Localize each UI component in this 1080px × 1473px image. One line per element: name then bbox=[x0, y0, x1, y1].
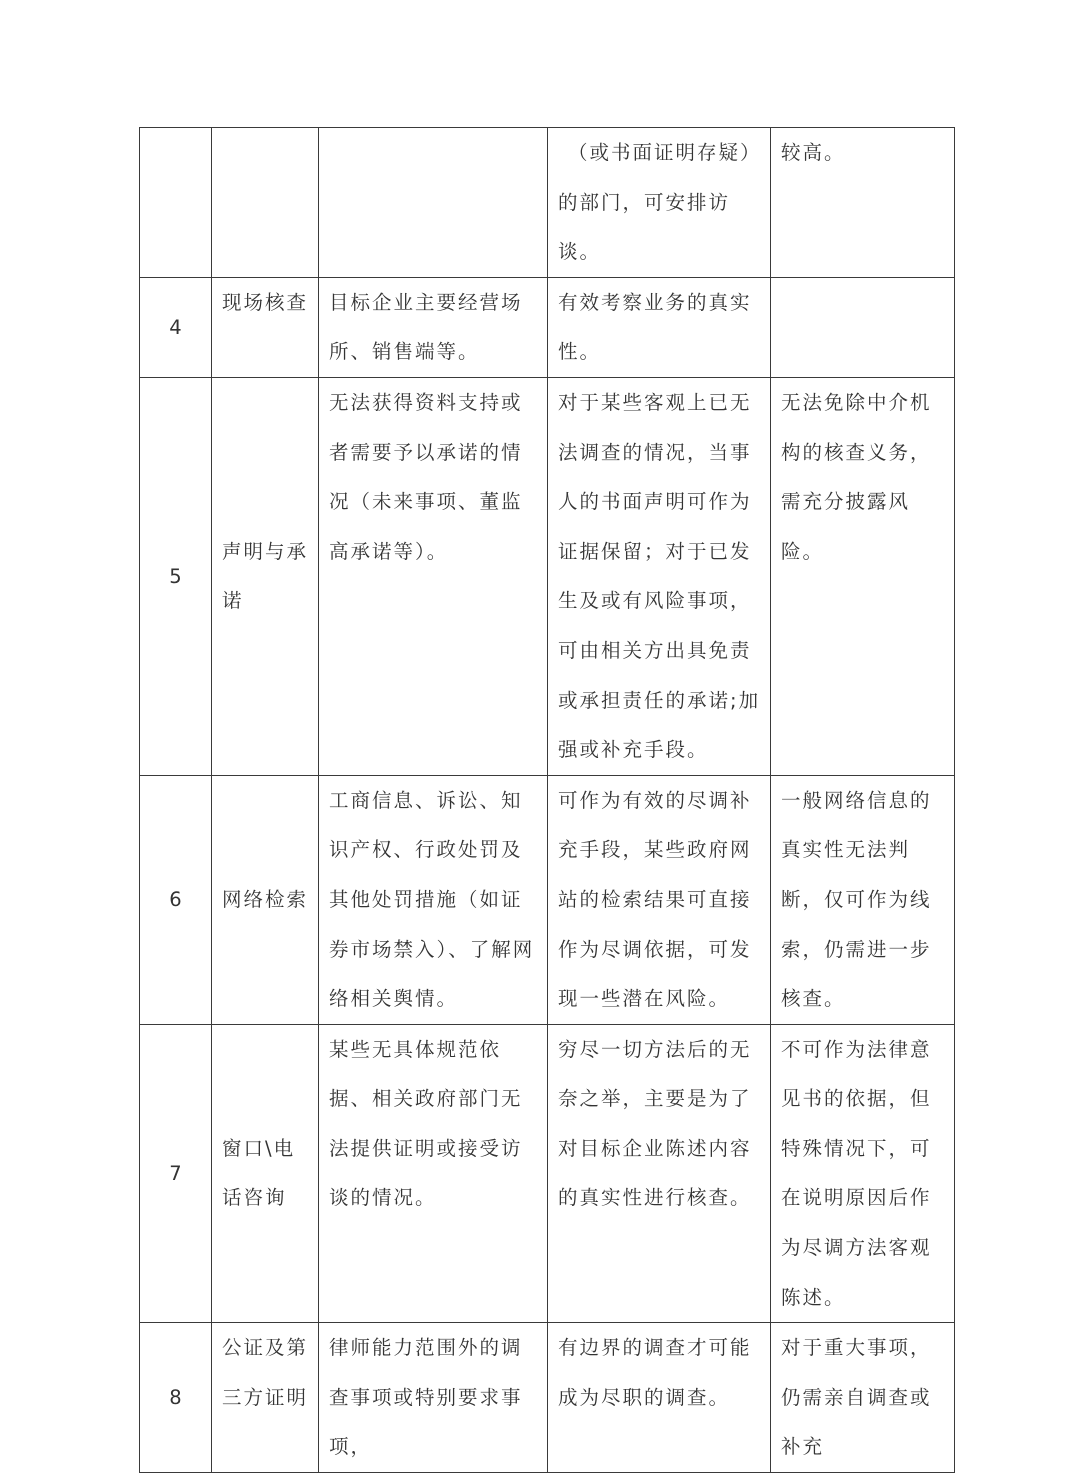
note-cell: 对于重大事项，仍需亲自调查或补充 bbox=[771, 1323, 955, 1473]
row-number: 6 bbox=[140, 775, 212, 1024]
scope-cell: 目标企业主要经营场所、销售端等。 bbox=[319, 277, 548, 377]
row-number: 7 bbox=[140, 1024, 212, 1323]
method-cell: 声明与承诺 bbox=[212, 377, 319, 775]
note-cell bbox=[771, 277, 955, 377]
table-row bbox=[140, 1024, 955, 1323]
effect-cell: 有边界的调查才可能成为尽职的调查。 bbox=[548, 1323, 771, 1473]
scope-cell bbox=[319, 128, 548, 278]
note-cell: 不可作为法律意见书的依据，但特殊情况下，可在说明原因后作为尽调方法客观陈述。 bbox=[771, 1024, 955, 1323]
effect-cell: 穷尽一切方法后的无奈之举，主要是为了对目标企业陈述内容的真实性进行核查。 bbox=[548, 1024, 771, 1323]
note-cell: 无法免除中介机构的核查义务，需充分披露风险。 bbox=[771, 377, 955, 775]
effect-cell: 对于某些客观上已无法调查的情况，当事人的书面声明可作为证据保留；对于已发生及或有风险事项，可由相关方出具免责或承担责任的承诺;加强或补充手段。 bbox=[548, 377, 771, 775]
method-cell: 网络检索 bbox=[212, 775, 319, 1024]
table-row bbox=[140, 377, 955, 775]
row-number: 4 bbox=[140, 277, 212, 377]
method-cell: 窗口\电话咨询 bbox=[212, 1024, 319, 1323]
table-row bbox=[140, 128, 955, 278]
table-row bbox=[140, 277, 955, 377]
row-number: 8 bbox=[140, 1323, 212, 1473]
table-row bbox=[140, 1323, 955, 1473]
effect-cell: （或书面证明存疑）的部门，可安排访谈。 bbox=[548, 128, 771, 278]
effect-cell: 有效考察业务的真实性。 bbox=[548, 277, 771, 377]
scope-cell: 无法获得资料支持或者需要予以承诺的情况（未来事项、董监高承诺等）。 bbox=[319, 377, 548, 775]
note-cell: 一般网络信息的真实性无法判断，仅可作为线索，仍需进一步核查。 bbox=[771, 775, 955, 1024]
table-row bbox=[140, 775, 955, 1024]
due-diligence-methods-table bbox=[139, 127, 955, 1473]
method-cell: 公证及第三方证明 bbox=[212, 1323, 319, 1473]
scope-cell: 律师能力范围外的调查事项或特别要求事项， bbox=[319, 1323, 548, 1473]
note-cell: 较高。 bbox=[771, 128, 955, 278]
effect-cell: 可作为有效的尽调补充手段，某些政府网站的检索结果可直接作为尽调依据，可发现一些潜在风险。 bbox=[548, 775, 771, 1024]
method-cell: 现场核查 bbox=[212, 277, 319, 377]
scope-cell: 工商信息、诉讼、知识产权、行政处罚及其他处罚措施（如证券市场禁入）、了解网络相关舆情。 bbox=[319, 775, 548, 1024]
row-number bbox=[140, 128, 212, 278]
row-number: 5 bbox=[140, 377, 212, 775]
scope-cell: 某些无具体规范依据、相关政府部门无法提供证明或接受访谈的情况。 bbox=[319, 1024, 548, 1323]
method-cell bbox=[212, 128, 319, 278]
